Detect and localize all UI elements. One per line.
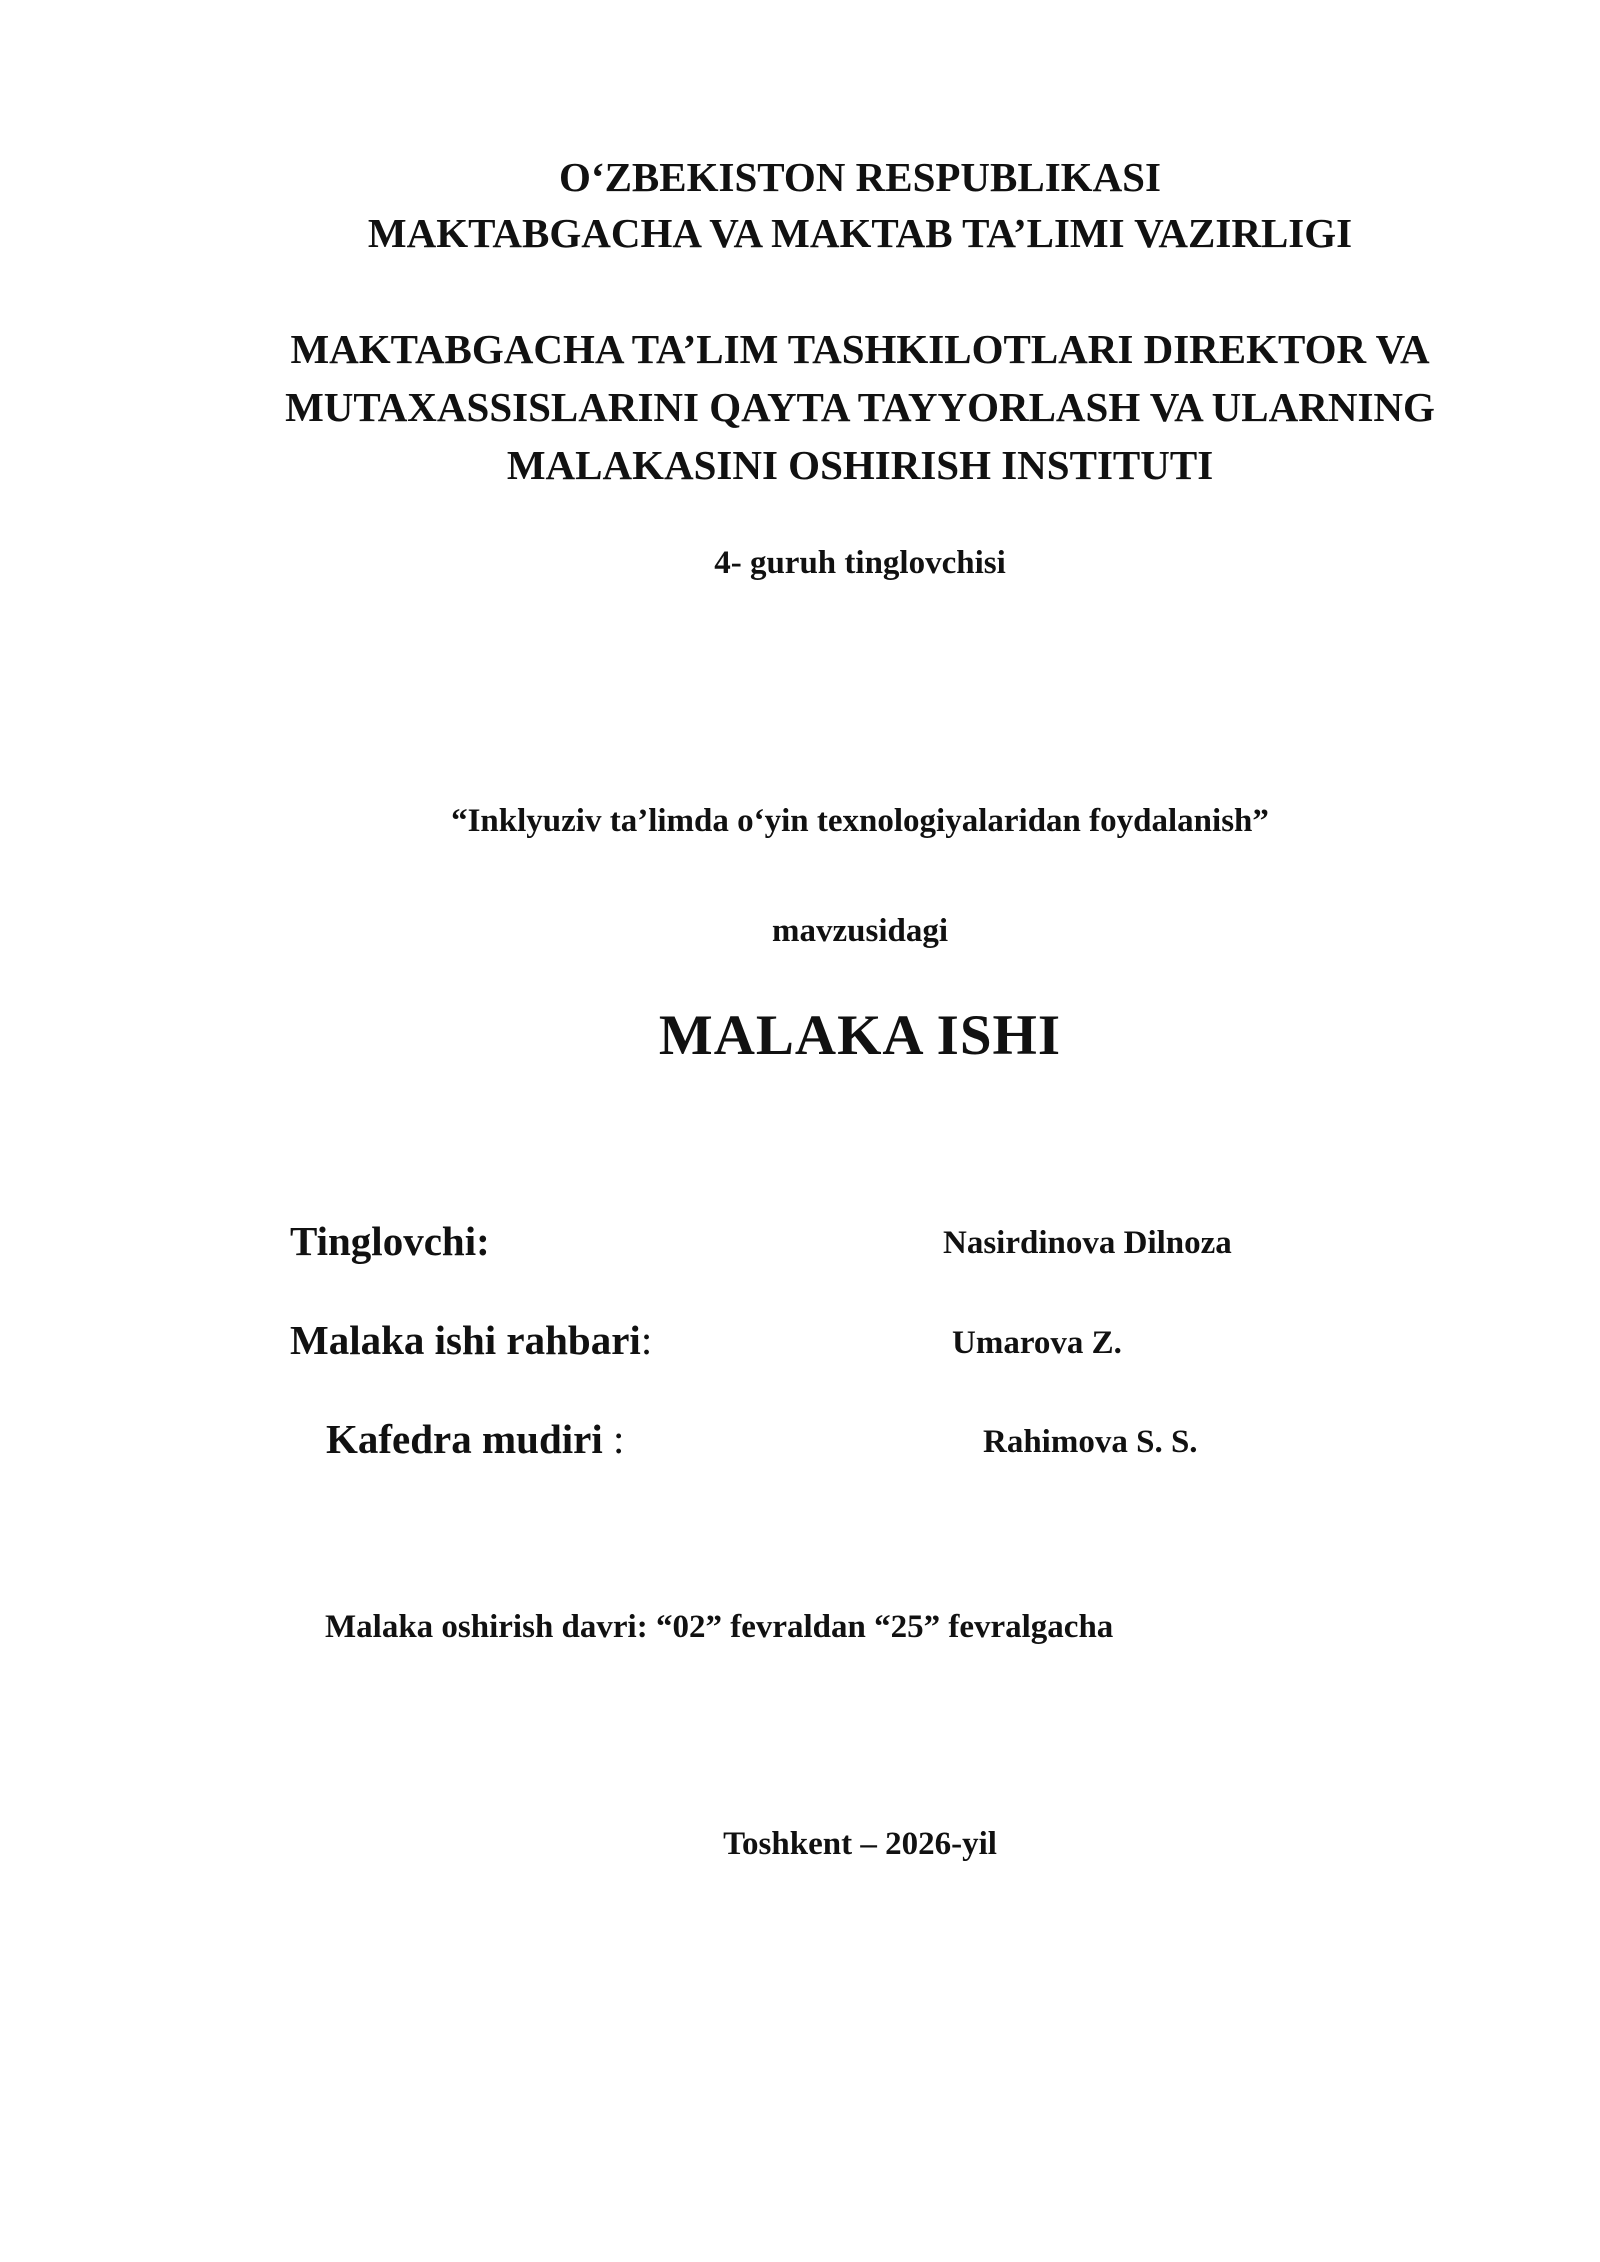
- place-and-year: Toshkent – 2026-yil: [723, 1826, 997, 1862]
- head-label: [326, 1415, 624, 1463]
- country-heading: O‘ZBEKISTON RESPUBLIKASI: [559, 154, 1161, 200]
- supervisor-label-text: Malaka ishi rahbari: [290, 1317, 641, 1363]
- supervisor-name: Umarova Z.: [952, 1325, 1122, 1361]
- head-label-text: Kafedra mudiri: [326, 1416, 603, 1462]
- training-period: Malaka oshirish davri: “02” fevraldan “25” fevralgacha: [325, 1609, 1114, 1645]
- head-name: Rahimova S. S.: [983, 1424, 1198, 1460]
- head-label-colon: :: [602, 1416, 625, 1462]
- listener-name: Nasirdinova Dilnoza: [943, 1225, 1232, 1261]
- group-label: 4- guruh tinglovchisi: [714, 545, 1006, 581]
- supervisor-label-colon: :: [640, 1317, 653, 1363]
- institute-heading-line1: MAKTABGACHA TA’LIM TASHKILOTLARI DIREKTOR VA: [290, 326, 1430, 372]
- institute-heading-line3: MALAKASINI OSHIRISH INSTITUTI: [506, 442, 1214, 488]
- topic-title: “Inklyuziv ta’limda o‘yin texnologiyalaridan foydalanish”: [451, 803, 1269, 839]
- listener-label: Tinglovchi:: [290, 1218, 490, 1264]
- document-title: MALAKA ISHI: [658, 1004, 1062, 1067]
- supervisor-label: [290, 1316, 652, 1364]
- topic-suffix: mavzusidagi: [771, 913, 949, 949]
- institute-heading-line2: MUTAXASSISLARINI QAYTA TAYYORLASH VA ULARNING: [285, 384, 1435, 430]
- ministry-heading: MAKTABGACHA VA MAKTAB TA’LIMI VAZIRLIGI: [367, 210, 1353, 256]
